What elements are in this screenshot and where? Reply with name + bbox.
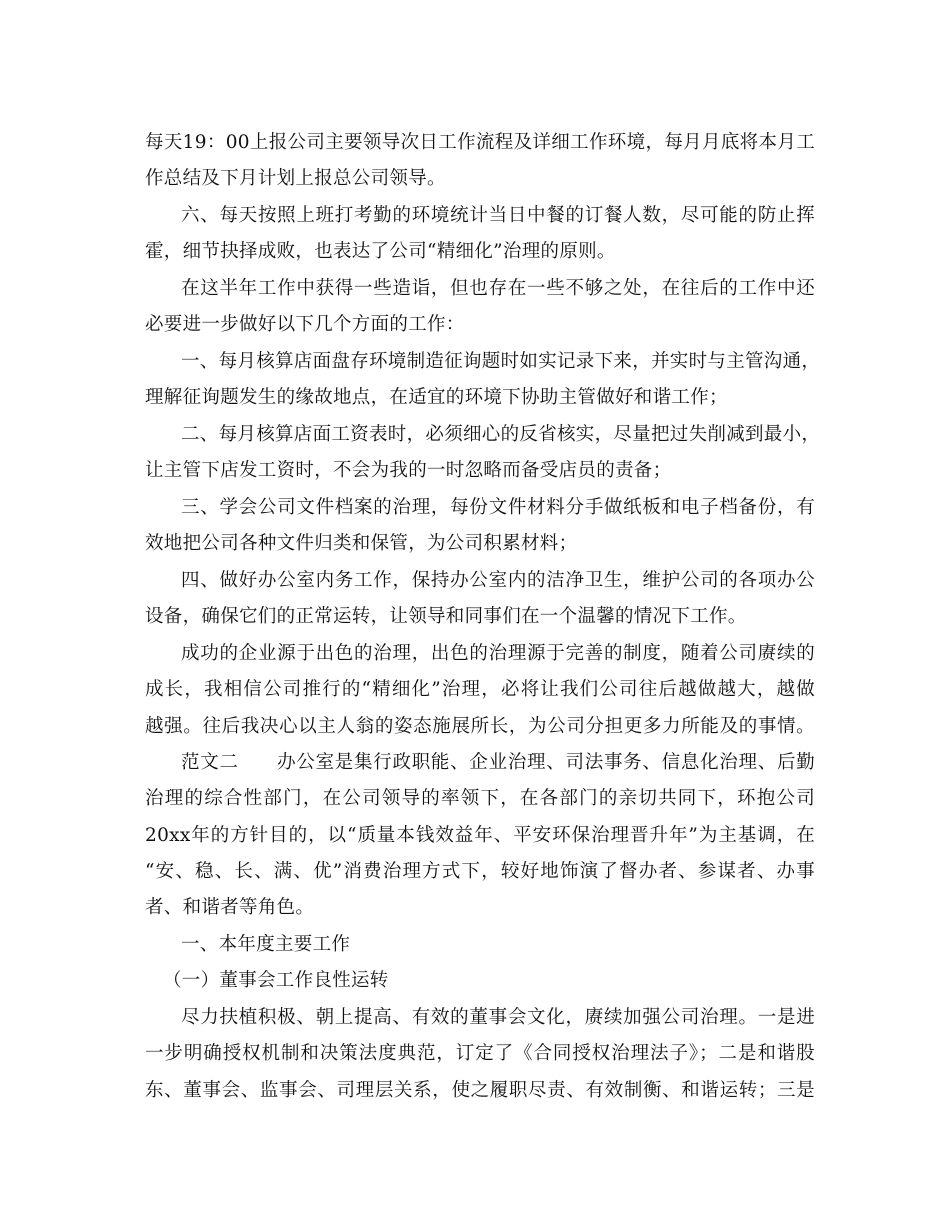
text-line: 让主管下店发工资时，不会为我的一时忽略而备受店员的责备； (145, 460, 672, 481)
text-line: 范文二 办公室是集行政职能、企业治理、司法事务、信息化治理、后勤 (181, 752, 815, 773)
text-line: 必要进一步做好以下几个方面的工作： (145, 314, 465, 335)
text-line: 霍，细节抉择成败，也表达了公司“精细化”治理的原则。 (145, 241, 616, 262)
text-line: 设备，确保它们的正常运转，让领导和同事们在一个温馨的情况下工作。 (145, 606, 747, 627)
text-line: 20xx年的方针目的，以“质量本钱效益年、平安环保治理晋升年”为主基调，在 (145, 825, 815, 846)
text-line: 作总结及下月计划上报总公司领导。 (145, 168, 446, 189)
text-line: 一、每月核算店面盘存环境制造征询题时如实记录下来，并实时与主管沟通， (181, 351, 821, 372)
text-line: 效地把公司各种文件归类和保管，为公司积累材料； (145, 533, 578, 554)
text-line: 成功的企业源于出色的治理，出色的治理源于完善的制度，随着公司赓续的 (181, 643, 815, 664)
text-line: 每天19：00上报公司主要领导次日工作流程及详细工作环境，每月月底将本月工 (145, 132, 815, 153)
text-line: 在这半年工作中获得一些造诣，但也存在一些不够之处，在往后的工作中还 (181, 278, 815, 299)
text-line: 治理的综合性部门，在公司领导的率领下，在各部门的亲切共同下，环抱公司 (145, 788, 815, 809)
text-line: 四、做好办公室内务工作，保持办公室内的洁净卫生，维护公司的各项办公 (181, 570, 815, 591)
text-line: 一步明确授权机制和决策法度典范，订定了《合同授权治理法子》；二是和谐股 (145, 1043, 815, 1064)
text-line: 六、每天按照上班打考勤的环境统计当日中餐的订餐人数，尽可能的防止挥 (181, 205, 815, 226)
text-line: 越强。往后我决心以主人翁的姿态施展所长，为公司分担更多力所能及的事情。 (145, 716, 815, 737)
section-heading: 一、本年度主要工作 (181, 934, 351, 955)
text-line: 东、董事会、监事会、司理层关系，使之履职尽责、有效制衡、和谐运转；三是 (145, 1080, 815, 1101)
subsection-heading: （一）董事会工作良性运转 (163, 970, 389, 991)
text-line: 尽力扶植积极、朝上提高、有效的董事会文化，赓续加强公司治理。一是进 (181, 1007, 815, 1028)
text-line: 者、和谐者等角色。 (145, 897, 315, 918)
text-line: “安、稳、长、满、优”消费治理方式下，较好地饰演了督办者、参谋者、办事 (145, 861, 815, 882)
text-line: 二、每月核算店面工资表时，必须细心的反省核实，尽量把过失削减到最小， (181, 424, 821, 445)
text-line: 三、学会公司文件档案的治理，每份文件材料分手做纸板和电子档备份，有 (181, 497, 815, 518)
text-line: 成长，我相信公司推行的“精细化”治理，必将让我们公司往后越做越大，越做 (145, 679, 815, 700)
text-line: 理解征询题发生的缘故地点，在适宜的环境下协助主管做好和谐工作； (145, 387, 728, 408)
